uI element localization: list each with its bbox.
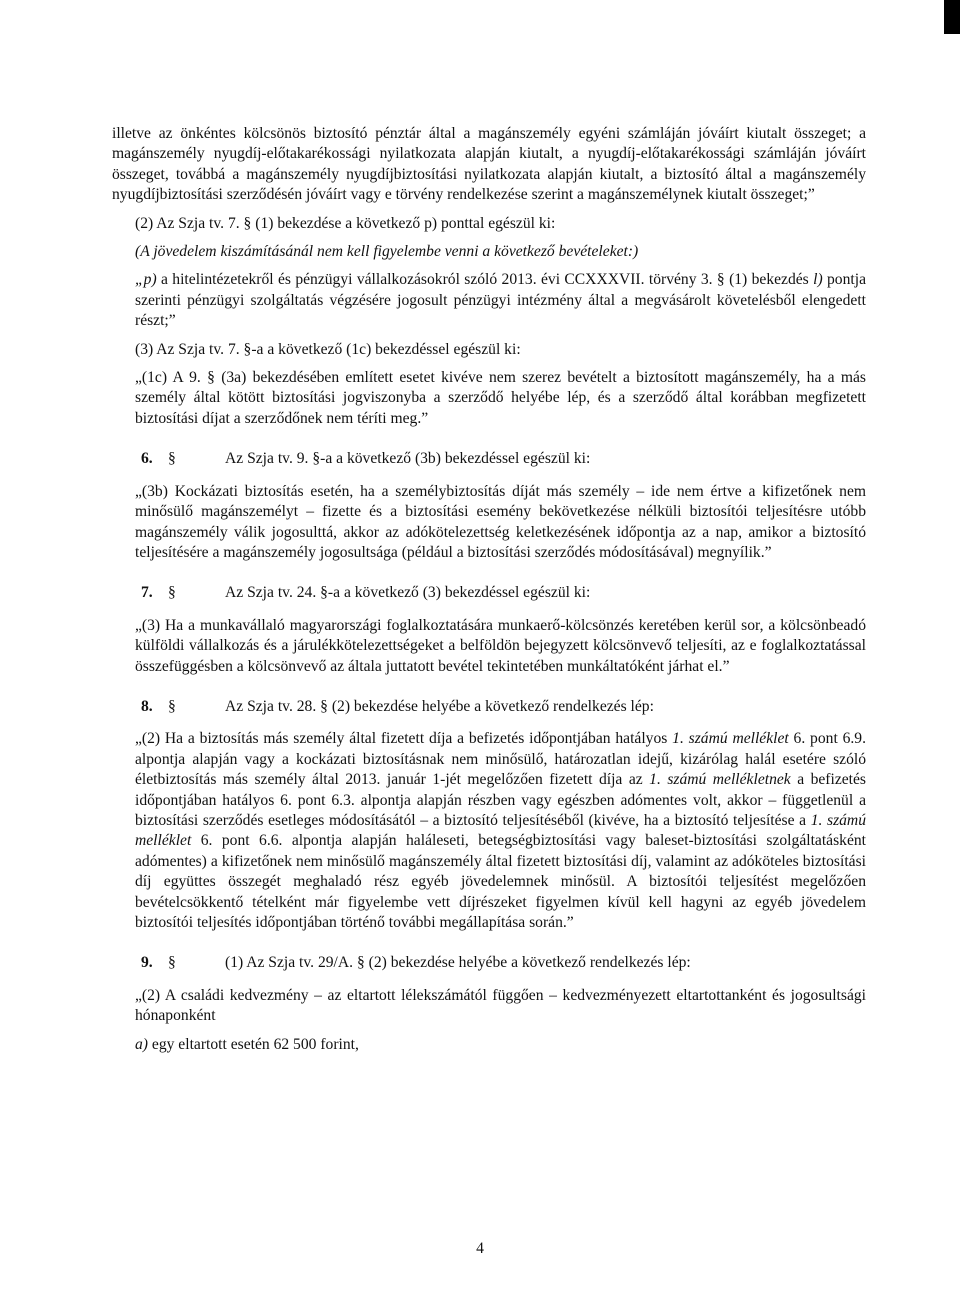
section-7-title: Az Szja tv. 24. §-a a következő (3) bekezdéssel egészül ki:: [225, 584, 591, 602]
section-9-sign: §: [168, 954, 176, 972]
section-8-heading: [112, 697, 866, 717]
paragraph-continuation: illetve az önkéntes kölcsönös biztosító pénztár által a magánszemély egyéni számláján jóváírt kiutalt összeget; a magánszemély nyugdíj-előtakarékossági nyilatkozata alapján kiutalt, a nyugdíj-előtakarékossági számláján jóváírt összeget, továbbá a magánszemély nyugdíjbiztosítási nyilatkozata alapján kiutalt, a biztosító által a magánszemély nyugdíjbiztosítási szerződésén jóváírt vagy e törvény rendelkezése szerint a magánszemélynek kiutalt összeget;”: [112, 125, 866, 204]
section-9-point-a: [112, 1035, 866, 1055]
point-l-label: l): [813, 271, 823, 289]
scan-edge-mark: [944, 0, 960, 34]
amendment-2-text: [112, 270, 866, 331]
section-8-text-part3: a befizetés időpontjában hatályos 6. pont 6.3. alpontja alapján részben vagy egészben adómentes volt, akkor – függetlenül a biztosítási szerződés esetleges módosításától – a biztosító teljesítéséből (kivéve, ha a biztosító teljesítése a: [135, 771, 866, 829]
section-8-text: [112, 729, 866, 933]
section-8-text-part1: „(2) Ha a biztosítás más személy által fizetett díja a befizetés időpontjában hatályos: [135, 730, 673, 748]
section-7-number: 7.: [141, 584, 153, 602]
section-8-text-part4: 6. pont 6.6. alpontja alapján haláleseti, betegségbiztosítási vagy baleset-biztosítási szolgáltatásként adómentes) a kifizetőnek nem minősülő magánszemély által fizetett biztosítási díj, valamint az adóköteles biztosítási díj együttes összegét meghaladó rész egyéb jövedelemnek minősül. A biztosítói teljesítést megelőzően bevételcsökkentő tételként már figyelembe vett díjrészeket figyelmen kívül kell hagyni az egyéb jövedelem biztosítói teljesítés időpontjában történő további megállapítása során.”: [135, 832, 866, 931]
point-a-body: egy eltartott esetén 62 500 forint,: [148, 1035, 359, 1053]
section-6-text: „(3b) Kockázati biztosítás esetén, ha a személybiztosítás díját más személy – ide nem értve a kifizetőnek nem minősülő magánszemélyt – fizette és a biztosítási esemény bekövetkezése nélküli biztosítói teljesítésre utóbb magánszemély válik jogosulttá, akkor az adókötelezettség keletkezésének időpontja az a nap, amikor a biztosító teljesítésére a magánszemély jogosultsága (például a biztosítási szerződés módosításával) megnyílik.”: [135, 482, 866, 561]
document-page: [112, 124, 866, 1055]
point-a-label: a): [135, 1035, 148, 1053]
section-7-sign: §: [168, 584, 176, 602]
annex-ref-3: 1. számú melléklet: [135, 811, 866, 850]
section-9-heading: [112, 953, 866, 973]
section-9-title: (1) Az Szja tv. 29/A. § (2) bekezdése helyébe a következő rendelkezés lép:: [225, 954, 691, 972]
amendment-3-text: „(1c) A 9. § (3a) bekezdésében említett esetet kivéve nem szerez bevételt a biztosított magánszemély, ha a más személy által kötött biztosítási jogviszonyba a szerződő helyébe lép, és a szerződő által korábban megfizetett biztosítási díjat a szerződőnek nem téríti meg.”: [135, 369, 866, 427]
section-6-title: Az Szja tv. 9. §-a a következő (3b) bekezdéssel egészül ki:: [225, 450, 591, 468]
point-p-label: „p): [135, 271, 157, 289]
section-7-heading: [112, 583, 866, 603]
section-8-title: Az Szja tv. 28. § (2) bekezdése helyébe a következő rendelkezés lép:: [225, 697, 654, 715]
section-9-text: „(2) A családi kedvezmény – az eltartott lélekszámától függően – kedvezményezett eltartottanként és jogosultsági hónaponként: [135, 986, 866, 1025]
page-number: 4: [476, 1240, 484, 1257]
section-7-text: „(3) Ha a munkavállaló magyarországi foglalkoztatására munkaerő-kölcsönzés keretében kerül sor, a kölcsönbeadó külföldi vállalkozás és a járulékkötelezettségeket a belföldön bejegyzett kölcsönvevő teljesíti, az e foglalkoztatással összefüggésben a kölcsönvevő az általa juttatott bevétel tekintetében munkáltatóként járhat el.”: [135, 616, 866, 675]
section-8-text-part2: 6. pont 6.9. alpontja alapján vagy a kockázati biztosításnak nem minősülő, határozatlan idejű, kizárólag halál esetére szóló életbiztosítás más személy által 2013. január 1-jét megelőzően fizetett díja az: [135, 730, 866, 789]
annex-ref-2: 1. számú mellékletnek: [649, 771, 791, 789]
amendment-2-context: (A jövedelem kiszámításánál nem kell figyelembe venni a következő bevételeket:): [135, 243, 639, 261]
section-9-number: 9.: [141, 954, 153, 972]
amendment-2-intro: (2) Az Szja tv. 7. § (1) bekezdése a következő p) ponttal egészül ki:: [135, 214, 556, 232]
section-8-sign: §: [168, 697, 176, 715]
section-6-heading: [112, 449, 866, 469]
annex-ref-1: 1. számú melléklet: [672, 730, 789, 748]
point-p-body: a hitelintézetekről és pénzügyi vállalkozásokról szóló 2013. évi CCXXXVII. törvény 3. § (1) bekezdés: [156, 271, 814, 289]
point-p-tail: pontja szerinti pénzügyi szolgáltatás végzésére jogosult pénzügyi intézmény által a megvásárolt követelésből elengedett részt;”: [135, 271, 866, 330]
section-6-number: 6.: [141, 450, 153, 468]
section-8-number: 8.: [141, 697, 153, 715]
section-6-sign: §: [168, 450, 176, 468]
amendment-3-intro: (3) Az Szja tv. 7. §-a a következő (1c) bekezdéssel egészül ki:: [135, 340, 521, 358]
